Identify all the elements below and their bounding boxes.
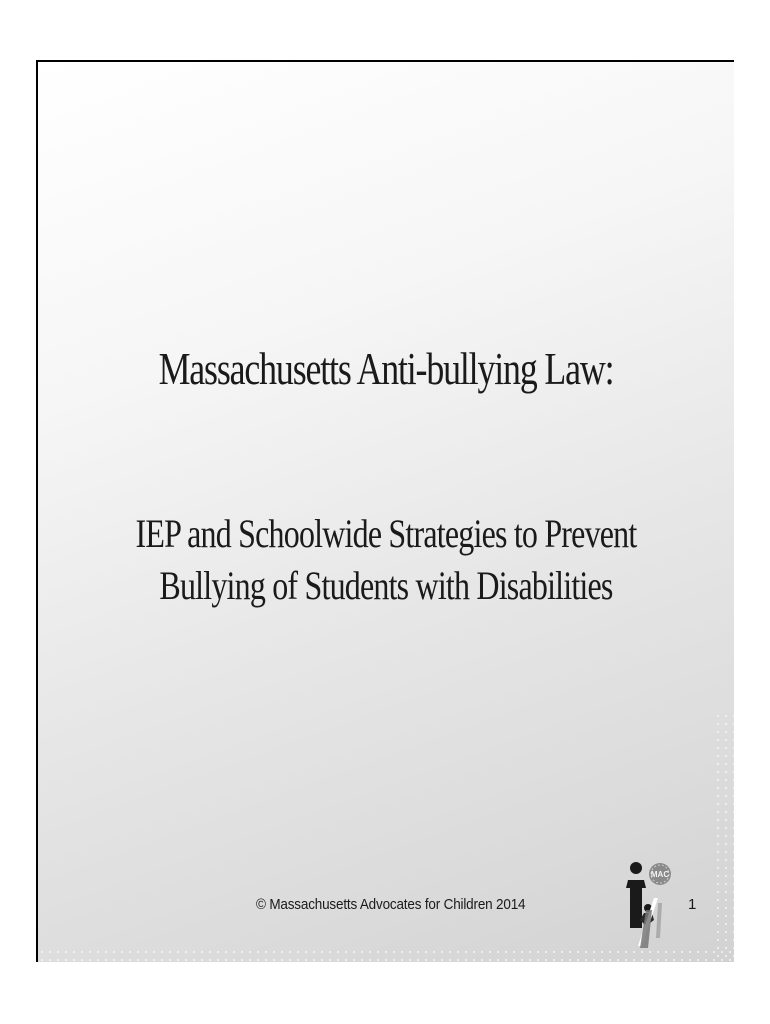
slide-subtitle [108, 508, 665, 612]
slide-title: Massachusetts Anti-bullying Law: [158, 343, 614, 394]
logo-text: MAC [650, 870, 670, 879]
mac-logo-icon [618, 858, 674, 950]
decorative-dots-bottom [38, 948, 734, 962]
slide [36, 60, 734, 962]
footer-copyright: © Massachusetts Advocates for Children 2014 [256, 896, 526, 913]
subtitle-line: IEP and Schoolwide Strategies to Prevent [135, 511, 637, 556]
slide-number: 1 [688, 896, 697, 913]
decorative-dots [714, 712, 734, 962]
subtitle-line: Bullying of Students with Disabilities [159, 563, 613, 608]
